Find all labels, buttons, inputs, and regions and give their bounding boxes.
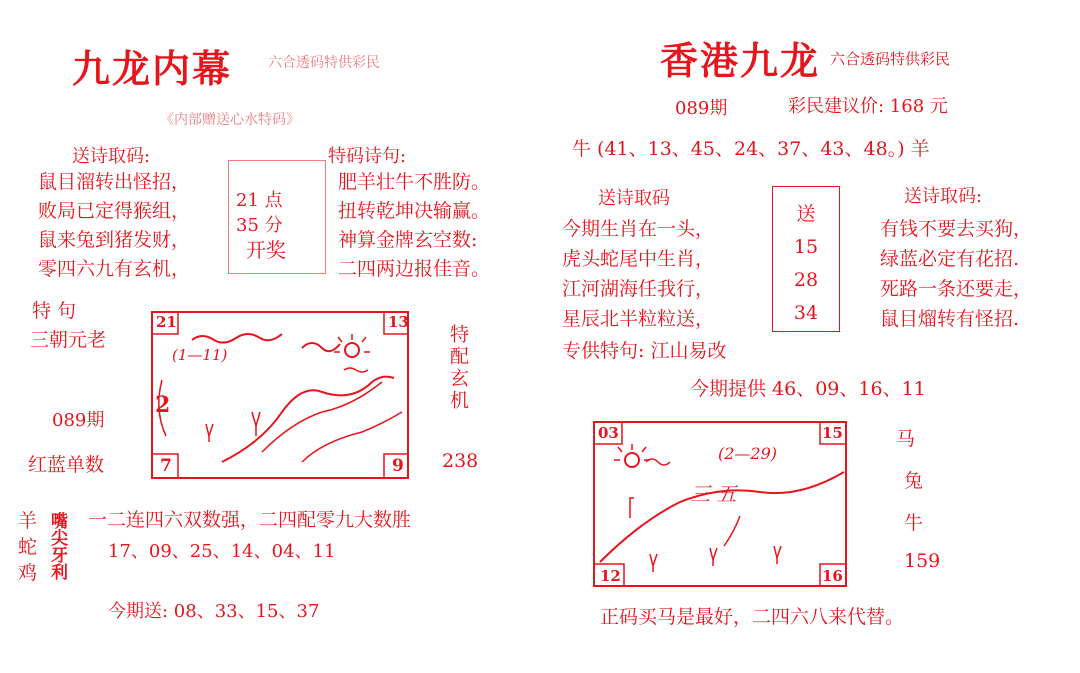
zodiac-item: 鸡	[18, 562, 38, 584]
number-159: 159	[904, 550, 941, 572]
right-poem-lines	[562, 214, 714, 334]
right-side-column	[896, 418, 923, 544]
poem-line: 今期生肖在一头，	[562, 218, 715, 240]
right-corner-br: 16	[822, 567, 843, 585]
special-label: 特 句	[32, 300, 77, 322]
poem-line: 扭转乾坤决输赢。	[338, 200, 491, 222]
left-poem-right-header: 特码诗句:	[328, 146, 407, 167]
left-title: 九龙内幕	[72, 46, 233, 91]
side-vertical-text: 特配玄机	[447, 324, 469, 412]
right-title: 香港九龙	[660, 38, 821, 83]
number-238: 238	[442, 450, 479, 472]
left-poem-right-lines	[338, 168, 490, 284]
side-zodiac: 兔	[904, 470, 924, 492]
left-title-sub: 六合透码特供彩民	[268, 55, 380, 71]
draw-time	[236, 188, 286, 263]
right-poem-right-lines	[880, 214, 1032, 334]
poem-line: 败局已定得猴组，	[38, 200, 191, 222]
left-poem-header: 送诗取码:	[72, 146, 151, 167]
send-label: 送	[796, 203, 816, 225]
left-sketch-num: 2	[155, 392, 171, 418]
left-issue: 089期	[52, 410, 105, 431]
left-poem-lines	[38, 168, 190, 284]
right-bottom-line: 正码买马是最好，二四六八来代替。	[600, 606, 905, 628]
poem-line: 绿蓝必定有花招.	[880, 248, 1020, 270]
sharp-tongue: 嘴尖牙利	[47, 512, 67, 580]
right-special-line: 专供特句: 江山易改	[562, 340, 727, 362]
right-corner-bl: 12	[600, 567, 621, 585]
poem-line: 鼠目熘转有怪招.	[880, 308, 1020, 330]
color-single: 红蓝单数	[28, 454, 105, 476]
right-title-sub: 六合透码特供彩民	[830, 50, 951, 68]
poem-line: 神算金牌玄空数:	[338, 229, 478, 251]
draw-hour: 21 点	[236, 190, 283, 211]
left-sketch	[152, 312, 414, 484]
right-corner-tr: 15	[822, 424, 843, 442]
poem-line: 鼠目溜转出怪招，	[38, 171, 191, 193]
right-poem-right-header: 送诗取码:	[904, 186, 983, 207]
poem-line: 有钱不要去买狗，	[880, 218, 1033, 240]
left-corner-br: 9	[392, 456, 404, 476]
poem-line: 死路一条还要走，	[880, 278, 1033, 300]
right-corner-tl: 03	[598, 424, 619, 442]
left-today-send: 今期送: 08、33、15、37	[108, 601, 320, 622]
zodiac-item: 蛇	[18, 536, 38, 558]
left-sketch-text: (1—11)	[172, 346, 228, 364]
left-numbers-row: 17、09、25、14、04、11	[108, 541, 336, 562]
send-number: 28	[793, 269, 819, 291]
right-issue: 089期	[675, 98, 728, 119]
poem-line: 零四六九有玄机，	[38, 258, 191, 280]
left-corner-tr: 13	[388, 313, 409, 331]
send-number: 15	[793, 236, 819, 258]
poem-line: 星辰北半粒粒送，	[562, 308, 715, 330]
zodiac-item: 羊	[18, 510, 38, 532]
zodiac-column	[18, 508, 37, 586]
left-phrase: 一二连四六双数强，二四配零九大数胜	[88, 509, 412, 531]
draw-minute: 35 分	[236, 215, 283, 236]
right-price: 彩民建议价: 168 元	[788, 96, 948, 117]
right-sketch-text: (2—29)	[718, 444, 778, 463]
special-text: 三朝元老	[30, 329, 107, 351]
left-corner-bl: 7	[160, 456, 172, 476]
ox-line: 牛 (41、13、45、24、37、43、48。) 羊	[572, 138, 930, 160]
poem-line: 虎头蛇尾中生肖，	[562, 248, 715, 270]
right-sketch-hand: 三 五	[690, 482, 737, 506]
poem-line: 江河湖海任我行，	[562, 278, 715, 300]
right-today-provide: 今期提供 46、09、16、11	[690, 378, 926, 400]
left-inner-note: 《内部赠送心水特码》	[160, 112, 300, 128]
send-box-content	[772, 198, 840, 330]
side-zodiac: 马	[896, 428, 916, 450]
draw-label: 开奖	[246, 238, 286, 262]
send-number: 34	[793, 302, 819, 324]
right-poem-header: 送诗取码	[598, 188, 670, 209]
side-zodiac: 牛	[904, 512, 924, 534]
poem-line: 鼠来兔到猪发财，	[38, 229, 191, 251]
left-corner-tl: 21	[156, 313, 177, 331]
poem-line: 二四两边报佳音。	[338, 258, 491, 280]
poem-line: 肥羊壮牛不胜防。	[338, 171, 491, 193]
